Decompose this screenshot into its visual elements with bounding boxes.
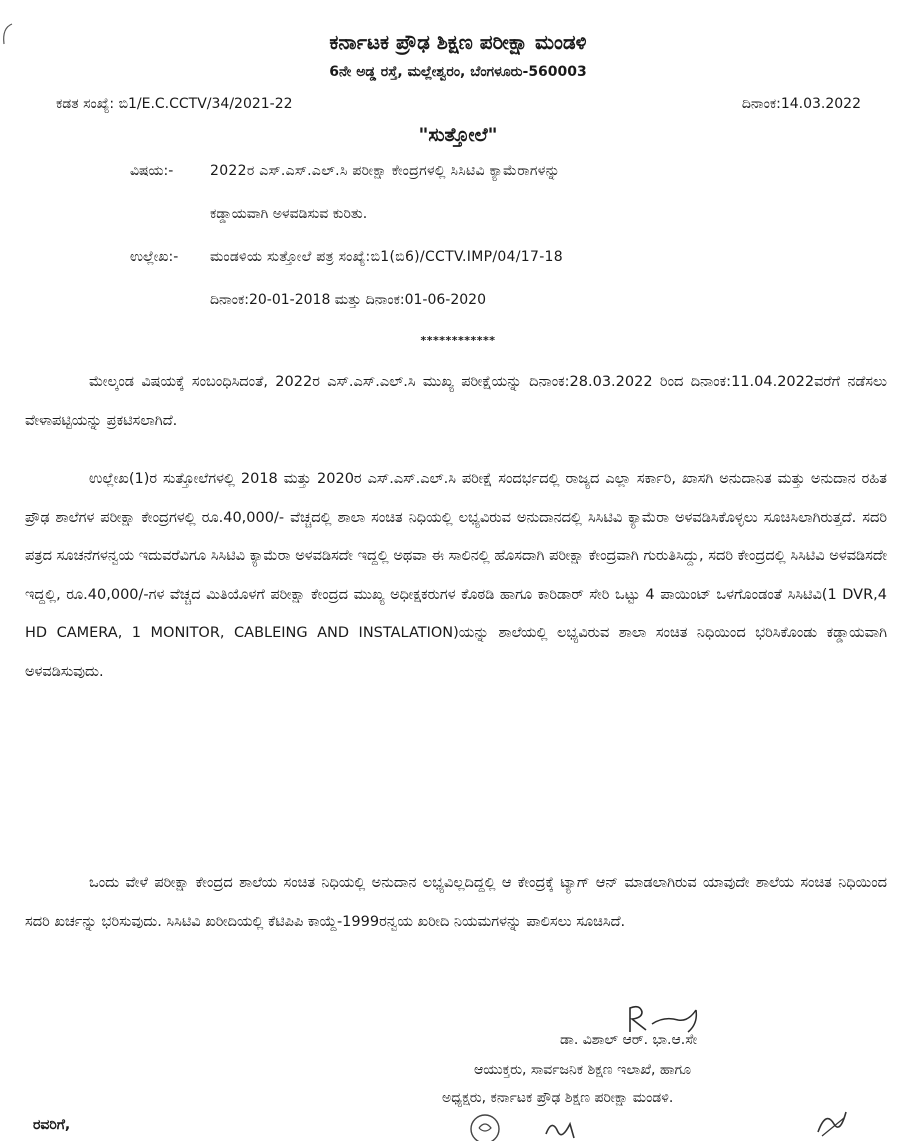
reference-label: ಉಲ್ಲೇಖ:- [130, 249, 179, 265]
office-seal-icon [468, 1112, 502, 1141]
paragraph-text: ಒಂದು ವೇಳೆ ಪರೀಕ್ಷಾ ಕೇಂದ್ರದ ಶಾಲೆಯ ಸಂಚಿತ ನಿಧಿಯಲ್ಲಿ ಅನುದಾನ ಲಭ್ಯವಿಲ್ಲದಿದ್ದಲ್ಲಿ ಆ ಕೇಂದ್ರಕ್ಕೆ ಟ್ಯಾಗ್ ಆನ್ ಮಾಡಲಾಗಿರುವ ಯಾವುದೇ ಶಾಲೆಯ ಸಂಚಿತ ನಿಧಿಯಿಂದ ಸದರಿ ಖರ್ಚನ್ನು ಭರಿಸುವುದು. ಸಿಸಿಟಿವಿ ಖರೀದಿಯಲ್ಲಿ ಕೆಟಿಪಿಪಿ ಕಾಯ್ದೆ-1999ರನ್ವಯ ಖರೀದಿ ನಿಯಮಗಳನ್ನು ಪಾಲಿಸಲು ಸೂಚಿಸಿದೆ. [25, 875, 887, 930]
reference-line-1: ಮಂಡಳಿಯ ಸುತ್ತೋಲೆ ಪತ್ರ ಸಂಖ್ಯೆ:ಬಿ1(ಬಿ6)/CCTV.IMP/04/17-18 [210, 249, 563, 265]
reference-line-2: ದಿನಾಂಕ:20-01-2018 ಮತ್ತು ದಿನಾಂಕ:01-06-2020 [210, 292, 486, 308]
circular-title: "ಸುತ್ತೋಲೆ" [418, 124, 498, 146]
separator-stars: ************ [420, 334, 496, 347]
stamp-signature [812, 1104, 852, 1141]
signatory-designation-2: ಅಧ್ಯಕ್ಷರು, ಕರ್ನಾಟಕ ಪ್ರೌಢ ಶಿಕ್ಷಣ ಪರೀಕ್ಷಾ ಮಂಡಳಿ. [442, 1090, 674, 1106]
file-reference-number: ಕಡತ ಸಂಖ್ಯೆ: ಬಿ1/E.C.CCTV/34/2021-22 [56, 96, 293, 112]
paragraph-text: ಉಲ್ಲೇಖ(1)ರ ಸುತ್ತೋಲೆಗಳಲ್ಲಿ 2018 ಮತ್ತು 2020ರ ಎಸ್.ಎಸ್.ಎಲ್.ಸಿ ಪರೀಕ್ಷೆ ಸಂದರ್ಭದಲ್ಲಿ ರಾಜ್ಯದ ಎಲ್ಲಾ ಸರ್ಕಾರಿ, ಖಾಸಗಿ ಅನುದಾನಿತ ಮತ್ತು ಅನುದಾನ ರಹಿತ ಪ್ರೌಢ ಶಾಲೆಗಳ ಪರೀಕ್ಷಾ ಕೇಂದ್ರಗಳಲ್ಲಿ ರೂ.40,000/- ವೆಚ್ಚದಲ್ಲಿ ಶಾಲಾ ಸಂಚಿತ ನಿಧಿಯಲ್ಲಿ ಲಭ್ಯವಿರುವ ಅನುದಾನದಲ್ಲಿ ಸಿಸಿಟಿವಿ ಕ್ಯಾಮೆರಾ ಅಳವಡಿಸಿಕೊಳ್ಳಲು ಸೂಚಿಸಿಲಾಗಿರುತ್ತದೆ. ಸದರಿ ಪತ್ರದ ಸೂಚನೆಗಳನ್ವಯ ಇದುವರೆವಿಗೂ ಸಿಸಿಟಿವಿ ಕ್ಯಾಮೆರಾ ಅಳವಡಿಸದೇ ಇದ್ದಲ್ಲಿ ಅಥವಾ ಈ ಸಾಲಿನಲ್ಲಿ ಹೊಸದಾಗಿ ಪರೀಕ್ಷಾ ಕೇಂದ್ರವಾಗಿ ಗುರುತಿಸಿದ್ದು, ಸದರಿ ಕೇಂದ್ರದಲ್ಲಿ ಸಿಸಿಟಿವಿ ಅಳವಡಿಸದೇ ಇದ್ದಲ್ಲಿ, ರೂ.40,000/-ಗಳ ವೆಚ್ಚದ ಮಿತಿಯೊಳಗೆ ಪರೀಕ್ಷಾ ಕೇಂದ್ರದ ಮುಖ್ಯ ಅಧೀಕ್ಷಕರುಗಳ ಕೊಠಡಿ ಹಾಗೂ ಕಾರಿಡಾರ್ ಸೇರಿ ಒಟ್ಟು 4 ಪಾಯಿಂಟ್ ಒಳಗೊಂಡಂತೆ ಸಿಸಿಟಿವಿ(1 DVR,4 HD CAMERA, 1 MONITOR, CABLEING AND INSTALATION)ಯನ್ನು ಶಾಲೆಯಲ್ಲಿ ಲಭ್ಯವಿರುವ ಶಾಲಾ ಸಂಚಿತ ನಿಧಿಯಿಂದ ಭರಿಸಿಕೊಂಡು ಕಡ್ಡಾಯವಾಗಿ ಅಳವಡಿಸುವುದು. [25, 471, 887, 680]
subject-line-1: 2022ರ ಎಸ್.ಎಸ್.ಎಲ್.ಸಿ ಪರೀಕ್ಷಾ ಕೇಂದ್ರಗಳಲ್ಲಿ ಸಿಸಿಟಿವಿ ಕ್ಯಾಮೆರಾಗಳನ್ನು [210, 163, 561, 179]
subject-label: ವಿಷಯ:- [130, 163, 174, 179]
body-paragraph-2 [25, 460, 887, 691]
salutation: ರವರಿಗೆ, [33, 1117, 71, 1133]
signatory-name: ಡಾ. ವಿಶಾಲ್ ಆರ್. ಭಾ.ಆ.ಸೇ [560, 1032, 698, 1048]
body-paragraph-1 [25, 363, 887, 440]
signatory-designation-1: ಆಯುಕ್ತರು, ಸಾರ್ವಜನಿಕ ಶಿಕ್ಷಣ ಇಲಾಖೆ, ಹಾಗೂ [474, 1062, 692, 1078]
issue-date: ದಿನಾಂಕ:14.03.2022 [741, 96, 861, 112]
board-address: 6ನೇ ಅಡ್ಡ ರಸ್ತೆ, ಮಲ್ಲೇಶ್ವರಂ, ಬೆಂಗಳೂರು-560003 [329, 64, 587, 80]
body-paragraph-3 [25, 864, 887, 941]
initials-mark [542, 1114, 578, 1141]
subject-line-2: ಕಡ್ಡಾಯವಾಗಿ ಅಳವಡಿಸುವ ಕುರಿತು. [210, 206, 368, 222]
handwritten-signature [616, 1002, 716, 1036]
paragraph-text: ಮೇಲ್ಕಂಡ ವಿಷಯಕ್ಕೆ ಸಂಬಂಧಿಸಿದಂತೆ, 2022ರ ಎಸ್.ಎಸ್.ಎಲ್.ಸಿ ಮುಖ್ಯ ಪರೀಕ್ಷೆಯನ್ನು ದಿನಾಂಕ:28.03.2022 ರಿಂದ ದಿನಾಂಕ:11.04.2022ವರೆಗೆ ನಡೆಸಲು ವೇಳಾಪಟ್ಟಿಯನ್ನು ಪ್ರಕಟಿಸಲಾಗಿದೆ. [25, 374, 887, 429]
board-title: ಕರ್ನಾಟಕ ಪ್ರೌಢ ಶಿಕ್ಷಣ ಪರೀಕ್ಷಾ ಮಂಡಳಿ [329, 30, 587, 54]
